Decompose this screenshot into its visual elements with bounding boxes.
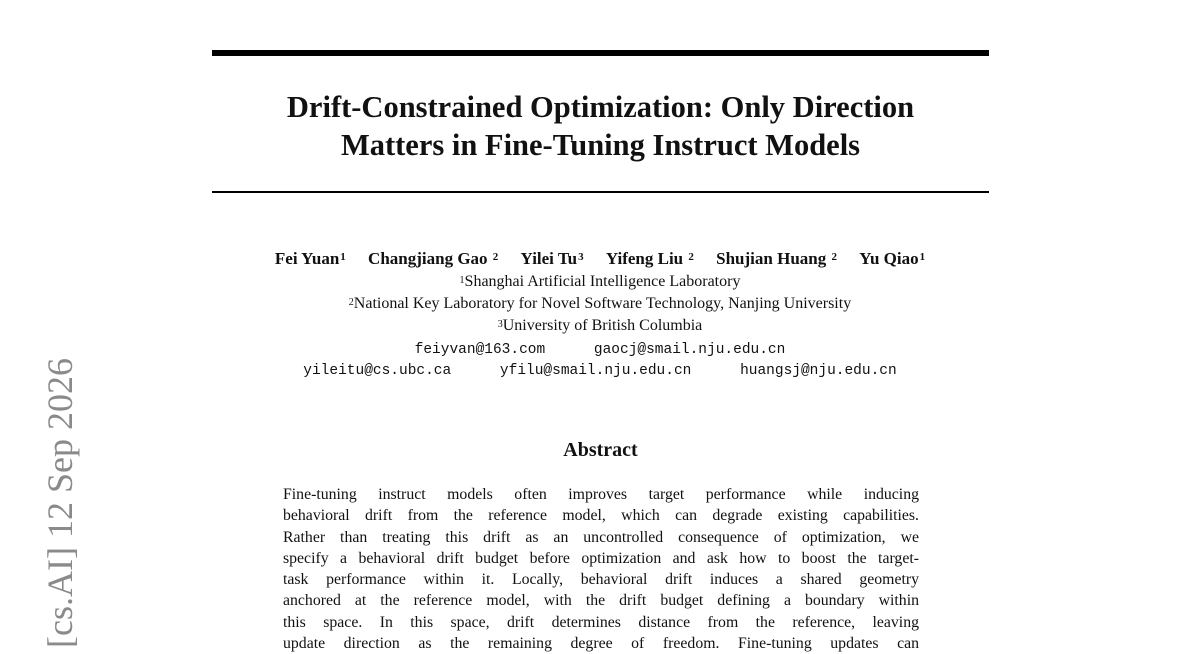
arxiv-stamp: [cs.AI] 12 Sep 2026 [40,358,80,648]
affiliation [140,272,1060,292]
email-row [140,361,1060,381]
affiliation-mark: 3 [497,319,503,330]
author-name: Changjiang Gao [368,249,488,268]
abstract-line: Fine-tuning instruct models often improves target performance while inducing [283,486,919,503]
author-affil-mark: 3 [578,251,584,263]
title-rule [212,191,989,193]
abstract-line: specify a behavioral drift budget before optimization and ask how to boost the target- [283,549,919,567]
email-link[interactable]: yileitu@cs.ubc.ca [303,363,452,379]
email-row [140,340,1060,360]
affiliation-text: University of British Columbia [502,317,703,334]
author-affil-mark: 2 [831,251,837,263]
author-name: Yu Qiao [859,249,919,268]
author-affil-mark: 1 [340,251,346,263]
paper-title [212,88,989,164]
author [368,248,498,270]
author-name: Shujian Huang [716,249,827,268]
affiliation-mark: 2 [348,297,354,308]
abstract-line: this space. In this space, drift determines distance from the reference, leaving [283,613,919,631]
affiliation [140,294,1060,314]
author-list [140,248,1060,270]
title-line: Drift-Constrained Optimization: Only Direction [286,90,915,124]
author [521,248,584,270]
author-name: Yilei Tu [520,249,578,268]
author-affil-mark: 1 [919,251,926,263]
author [275,248,346,270]
top-rule [212,50,989,56]
author [606,248,694,270]
affiliation-text: National Key Laboratory for Novel Software Technology, Nanjing University [353,295,852,312]
author [716,248,837,270]
title-line: Matters in Fine-Tuning Instruct Models [340,128,861,162]
author-affil-mark: 2 [688,251,694,263]
affiliation [140,316,1060,336]
abstract-body [283,484,919,654]
abstract-line: task performance within it. Locally, behavioral drift induces a shared geometry [283,571,919,589]
author-name: Fei Yuan [274,249,340,268]
affiliation-text: Shanghai Artificial Intelligence Laboratory [464,273,741,290]
email-link[interactable]: feiyvan@163.com [414,342,546,358]
abstract-line: update direction as the remaining degree of freedom. Fine-tuning updates can [283,635,919,653]
author [859,248,925,270]
author-name: Yifeng Liu [605,249,684,268]
abstract-line: anchored at the reference model, with the drift budget defining a boundary within [283,592,919,610]
abstract-line: Rather than treating this drift as an uncontrolled consequence of optimization, we [283,528,919,546]
abstract-heading: Abstract [563,439,638,461]
author-affil-mark: 2 [492,251,499,263]
email-link[interactable]: gaocj@smail.nju.edu.cn [593,342,786,358]
email-link[interactable]: huangsj@nju.edu.cn [740,363,897,379]
abstract-line: behavioral drift from the reference model, which can degrade existing capabilities. [283,507,919,525]
email-link[interactable]: yfilu@smail.nju.edu.cn [499,363,692,379]
affiliation-mark: 1 [459,275,465,286]
